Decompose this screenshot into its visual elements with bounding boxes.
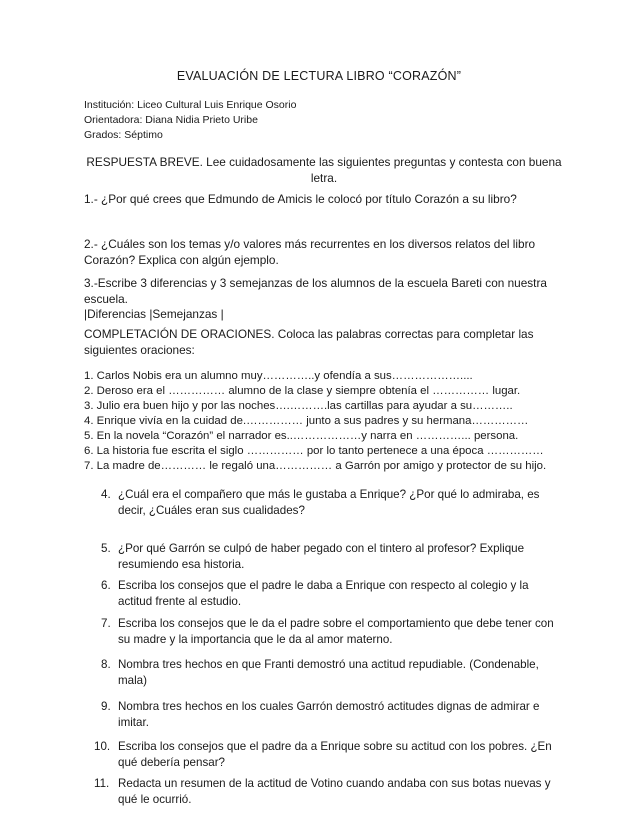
question-text: ¿Cuál era el compañero que más le gustaba a Enrique? ¿Por qué lo admiraba, es decir, ¿Cuáles eran sus cualidades? bbox=[118, 488, 540, 517]
question-8 bbox=[101, 657, 561, 688]
completion-sentence-4: 4. Enrique vivía en la cuidad de.…………… junto a sus padres y su hermana…………… bbox=[84, 415, 529, 427]
question-7 bbox=[101, 616, 561, 647]
question-3: 3.-Escribe 3 diferencias y 3 semejanzas de los alumnos de la escuela Bareti con nuestra escuela. bbox=[84, 276, 547, 306]
advisor-line: Orientadora: Diana Nidia Prieto Uribe bbox=[84, 114, 258, 126]
question-text: ¿Por qué Garrón se culpó de haber pegado con el tintero al profesor? Explique resumiendo esa historia. bbox=[118, 542, 525, 571]
question-text: Escriba los consejos que le da el padre sobre el comportamiento que debe tener con su madre y la importancia que le da al amor materno. bbox=[118, 617, 554, 646]
short-answer-heading: RESPUESTA BREVE. Lee cuidadosamente las siguientes preguntas y contesta con buena letra. bbox=[86, 155, 562, 185]
question-number: 4. bbox=[101, 488, 111, 501]
completion-sentence-3: 3. Julio era buen hijo y por las noches….……….las cartillas para ayudar a su……….. bbox=[84, 400, 513, 412]
question-text: Redacta un resumen de la actitud de Votino cuando andaba con sus botas nuevas y qué le ocurrió. bbox=[118, 777, 551, 806]
question-number: 11. bbox=[94, 777, 110, 790]
question-text: Escriba los consejos que el padre da a Enrique sobre su actitud con los pobres. ¿En qué debería pensar? bbox=[118, 740, 552, 769]
completion-sentence-5: 5. En la novela “Corazón” el narrador es..………………y narra en …………... persona. bbox=[84, 430, 519, 442]
document-title: EVALUACIÓN DE LECTURA LIBRO “CORAZÓN” bbox=[176, 69, 462, 83]
question-9 bbox=[101, 699, 561, 730]
question-10 bbox=[94, 739, 561, 770]
question-number: 8. bbox=[101, 658, 111, 671]
question-3-table-header: |Diferencias |Semejanzas | bbox=[84, 307, 224, 321]
completion-sentence-6: 6. La historia fue escrita el siglo …………… por lo tanto pertenece a una época …………… bbox=[84, 445, 544, 457]
question-number: 10. bbox=[94, 740, 111, 753]
completion-sentence-1: 1. Carlos Nobis era un alumno muy…………..y ofendía a sus……………….... bbox=[84, 370, 473, 382]
question-number: 6. bbox=[101, 579, 111, 592]
question-text: Escriba los consejos que el padre le daba a Enrique con respecto al colegio y la actitud frente al estudio. bbox=[118, 579, 529, 608]
question-text: Nombra tres hechos en los cuales Garrón demostró actitudes dignas de admirar e imitar. bbox=[118, 700, 540, 729]
question-1: 1.- ¿Por qué crees que Edmundo de Amicis le colocó por título Corazón a su libro? bbox=[84, 192, 517, 206]
completion-heading: COMPLETACIÓN DE ORACIONES. Coloca las palabras correctas para completar las siguientes oraciones: bbox=[84, 327, 534, 357]
question-number: 9. bbox=[101, 700, 111, 713]
question-number: 5. bbox=[101, 542, 111, 555]
question-11 bbox=[94, 776, 561, 807]
question-6 bbox=[101, 578, 561, 609]
completion-sentence-2: 2. Deroso era el …………… alumno de la clase y siempre obtenía el …………… lugar. bbox=[84, 385, 521, 397]
question-5 bbox=[101, 541, 561, 572]
completion-sentence-7: 7. La madre de………… le regaló una…………… a Garrón por amigo y protector de su hijo. bbox=[84, 460, 547, 472]
institution-line: Institución: Liceo Cultural Luis Enrique Osorio bbox=[84, 99, 297, 111]
grade-line: Grados: Séptimo bbox=[84, 129, 163, 141]
question-text: Nombra tres hechos en que Franti demostró una actitud repudiable. (Condenable, mala) bbox=[118, 658, 539, 687]
question-4 bbox=[101, 487, 561, 518]
question-2: 2.- ¿Cuáles son los temas y/o valores más recurrentes en los diversos relatos del libro Corazón? Explica con algún ejemplo. bbox=[84, 237, 536, 267]
question-number: 7. bbox=[101, 617, 111, 630]
